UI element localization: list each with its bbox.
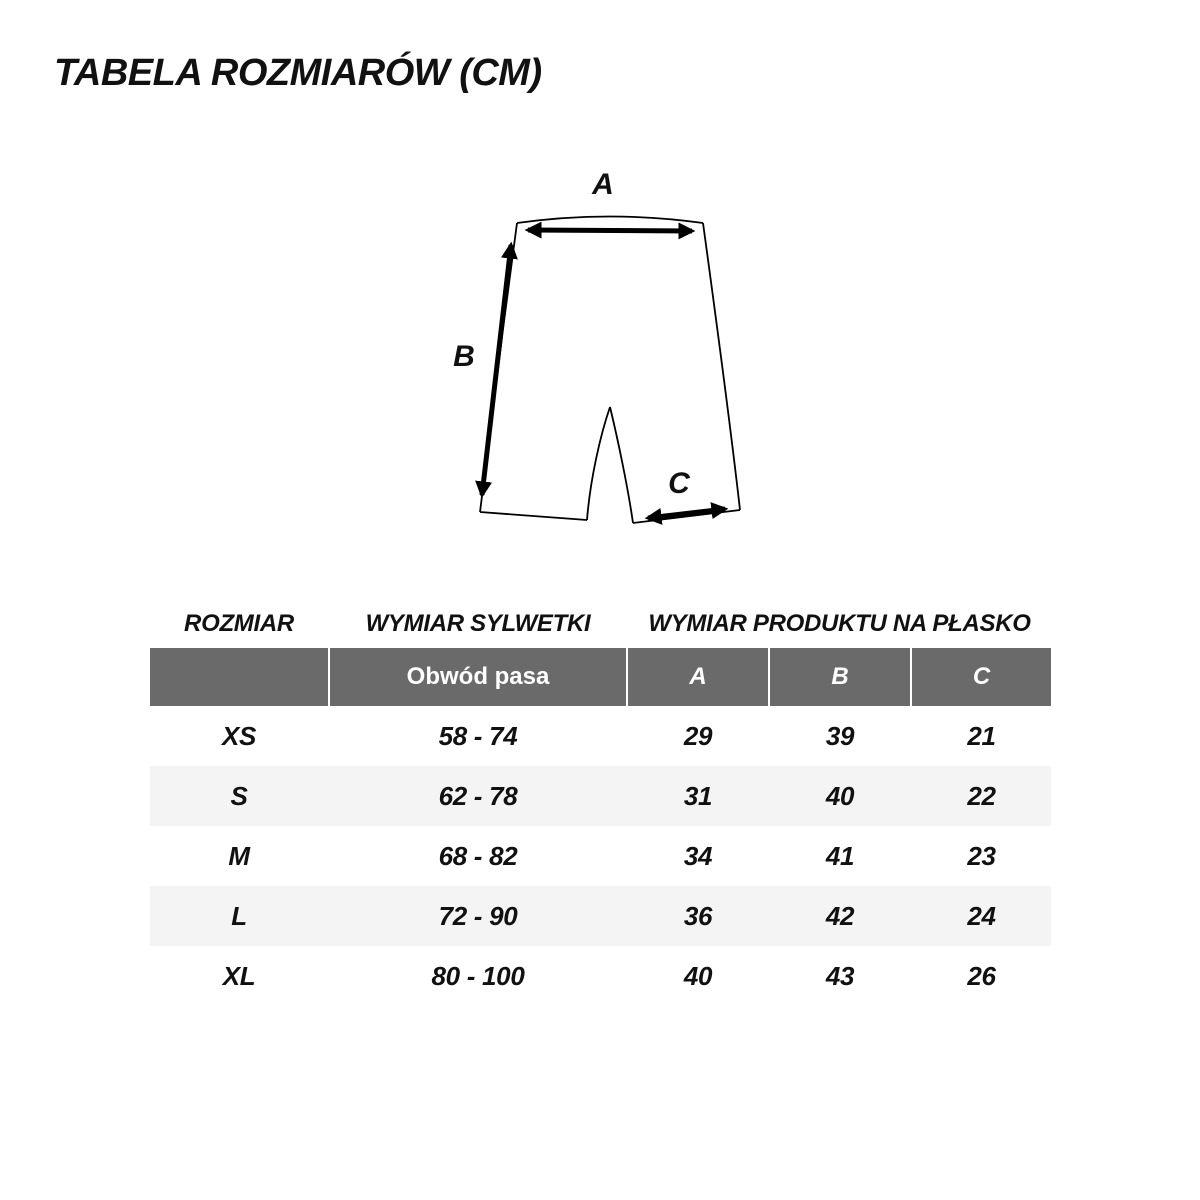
cell-c: 21: [967, 720, 996, 751]
table-row-s: [150, 766, 1051, 826]
arrow-b-length: [482, 245, 511, 495]
table-row-m: [150, 826, 1051, 886]
size-table: [150, 600, 1051, 1006]
table-row-xs: [150, 706, 1051, 766]
shorts-outline-drawing: [440, 148, 770, 568]
diagram-label-a: A: [592, 168, 614, 201]
table-header-row: [150, 648, 1051, 706]
cell-a: 34: [683, 840, 713, 871]
header-cell-a: A: [628, 648, 768, 706]
cell-b: 39: [825, 720, 855, 751]
diagram-label-c: C: [668, 467, 690, 500]
caption-product-flat: WYMIAR PRODUKTU NA PŁASKO: [648, 610, 1031, 637]
diagram-label-b: B: [453, 340, 475, 373]
cell-waist: 62 - 78: [438, 780, 518, 811]
cell-c: 22: [967, 780, 996, 811]
cell-size: XS: [221, 720, 257, 751]
cell-waist: 80 - 100: [431, 960, 525, 991]
page-title: TABELA ROZMIARÓW (CM): [54, 52, 542, 94]
arrow-a-waist: [528, 230, 692, 231]
cell-a: 31: [683, 780, 713, 811]
header-cell-b: B: [770, 648, 910, 706]
shorts-measurement-diagram: [440, 148, 770, 568]
table-row-xl: [150, 946, 1051, 1006]
cell-size: L: [231, 900, 247, 931]
cell-b: 43: [825, 960, 855, 991]
cell-size: M: [228, 840, 250, 871]
cell-b: 41: [825, 840, 855, 871]
cell-a: 40: [683, 960, 713, 991]
header-cell-waist: Obwód pasa: [330, 648, 626, 706]
table-captions-row: [150, 600, 1051, 648]
cell-c: 24: [967, 900, 996, 931]
cell-c: 23: [967, 840, 996, 871]
cell-c: 26: [967, 960, 996, 991]
shorts-outline: [480, 217, 740, 524]
cell-size: XL: [222, 960, 256, 991]
caption-size: ROZMIAR: [184, 610, 294, 637]
cell-size: S: [230, 780, 248, 811]
caption-body-measure: WYMIAR SYLWETKI: [365, 610, 591, 637]
cell-a: 36: [683, 900, 713, 931]
cell-b: 42: [825, 900, 855, 931]
cell-b: 40: [825, 780, 855, 811]
header-cell-size-empty: [150, 648, 328, 706]
cell-waist: 58 - 74: [438, 720, 518, 751]
cell-a: 29: [683, 720, 713, 751]
cell-waist: 68 - 82: [438, 840, 518, 871]
cell-waist: 72 - 90: [438, 900, 518, 931]
header-cell-c: C: [912, 648, 1051, 706]
table-row-l: [150, 886, 1051, 946]
